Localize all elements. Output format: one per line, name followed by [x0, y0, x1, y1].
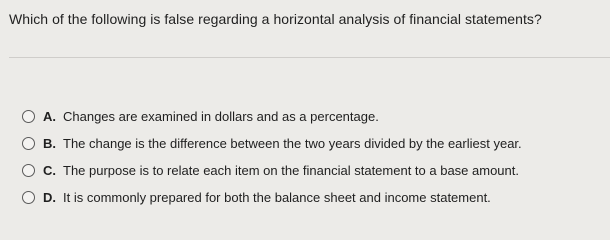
option-a-letter: A.	[43, 108, 56, 124]
option-b-text: The change is the difference between the two years divided by the earliest year.	[63, 135, 522, 151]
option-a[interactable]	[22, 106, 379, 126]
option-c-text: The purpose is to relate each item on the financial statement to a base amount.	[63, 162, 519, 178]
option-c[interactable]	[22, 160, 519, 180]
option-b-letter: B.	[43, 135, 56, 151]
option-a-text: Changes are examined in dollars and as a percentage.	[63, 108, 379, 124]
question-text: Which of the following is false regarding a horizontal analysis of financial statements?	[9, 11, 542, 27]
radio-button-b[interactable]	[22, 137, 35, 150]
option-b[interactable]	[22, 133, 522, 153]
radio-button-d[interactable]	[22, 191, 35, 204]
option-d-letter: D.	[43, 189, 56, 205]
option-d-text: It is commonly prepared for both the balance sheet and income statement.	[63, 189, 491, 205]
option-d[interactable]	[22, 187, 491, 207]
radio-button-c[interactable]	[22, 164, 35, 177]
option-c-letter: C.	[43, 162, 56, 178]
divider	[9, 57, 610, 58]
radio-button-a[interactable]	[22, 110, 35, 123]
